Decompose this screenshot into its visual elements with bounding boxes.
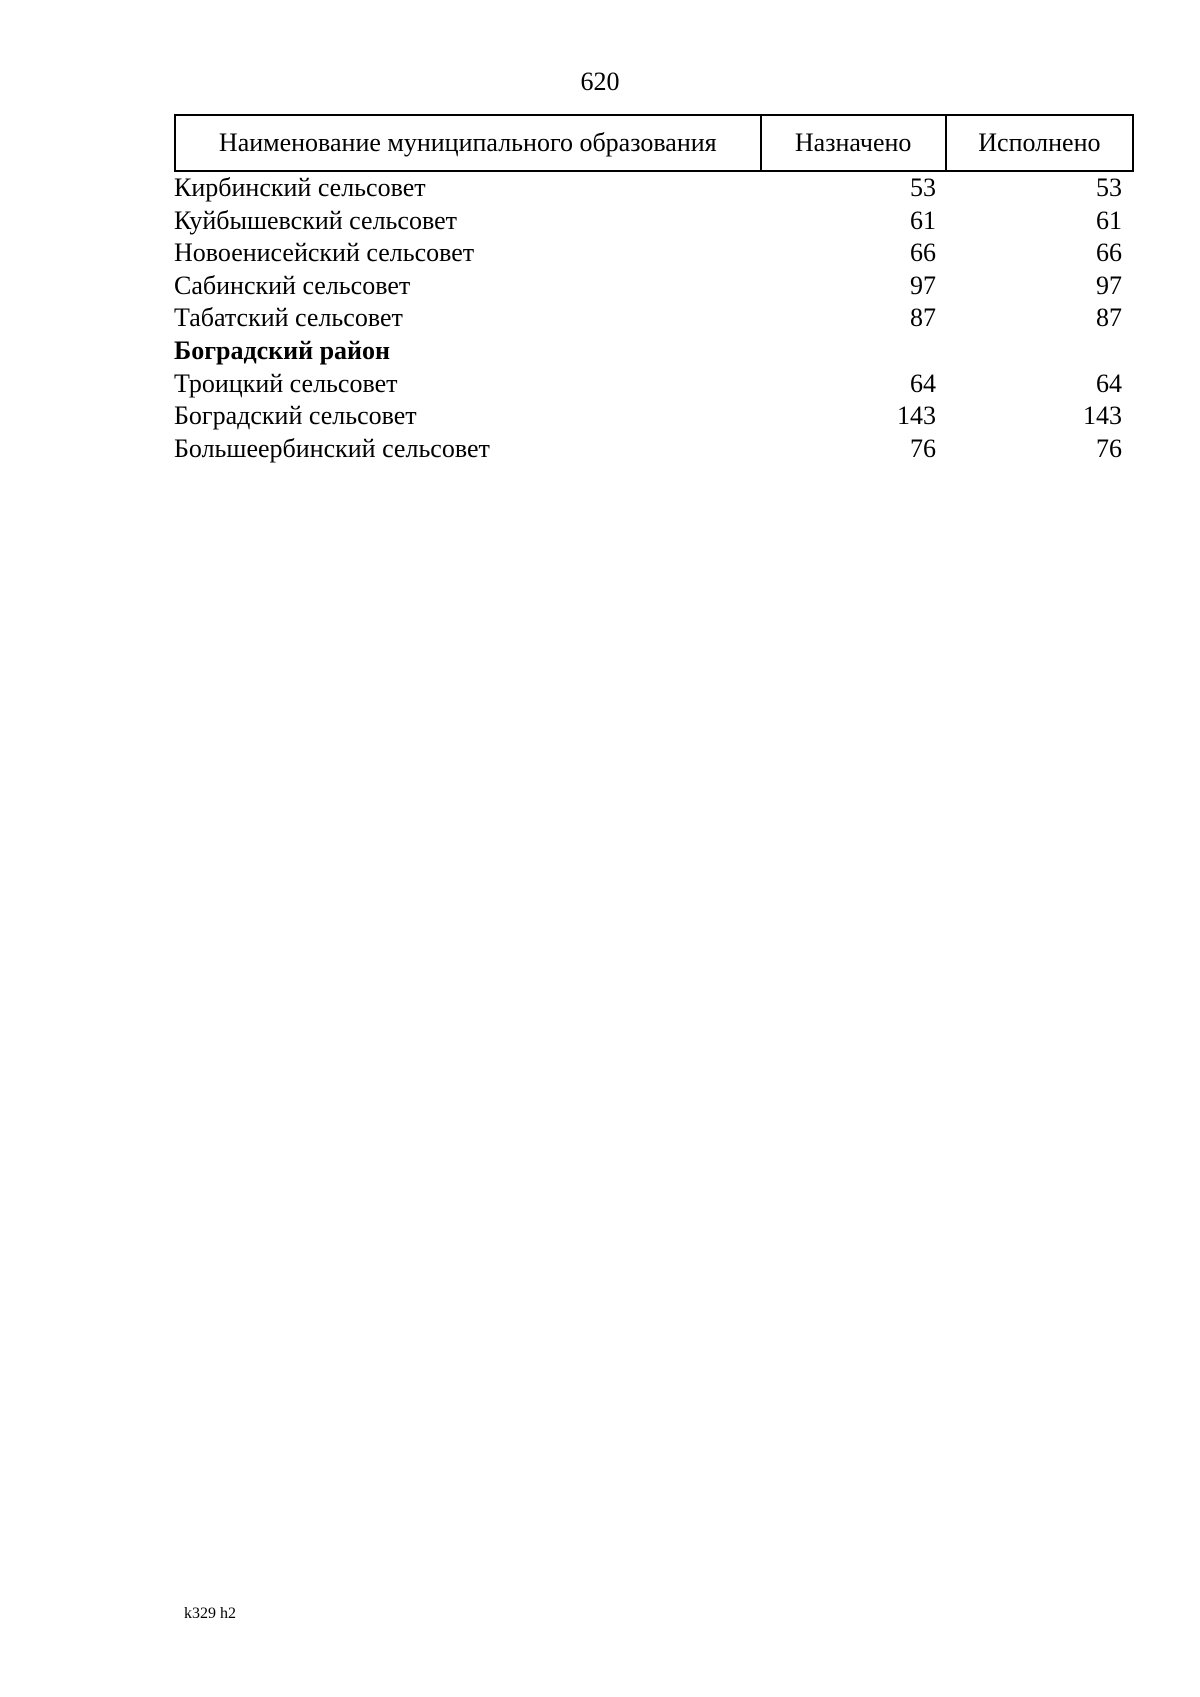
executed-value: 76 xyxy=(1096,433,1122,463)
assigned-value: 61 xyxy=(910,205,936,235)
assigned-value: 66 xyxy=(910,238,936,268)
municipality-name: Большеербинский сельсовет xyxy=(174,433,490,463)
assigned-value: 87 xyxy=(910,303,936,333)
district-name: Боградский район xyxy=(174,335,391,365)
municipality-name: Табатский сельсовет xyxy=(174,303,403,333)
assigned-value: 97 xyxy=(910,270,936,300)
header-executed: Исполнено xyxy=(978,128,1101,157)
header-assigned: Назначено xyxy=(762,116,947,170)
table-header xyxy=(174,114,1134,172)
executed-value: 61 xyxy=(1096,205,1122,235)
municipality-name: Троицкий сельсовет xyxy=(174,368,398,398)
table-row xyxy=(174,400,1134,433)
assigned-value xyxy=(762,335,948,368)
executed-value: 53 xyxy=(1096,173,1122,202)
executed-value xyxy=(948,335,1134,368)
municipality-name: Куйбышевский сельсовет xyxy=(174,205,457,235)
table-row xyxy=(174,302,1134,335)
executed-value: 66 xyxy=(1096,238,1122,268)
municipality-name: Кирбинский сельсовет xyxy=(174,173,426,202)
footer-code: k329 h2 xyxy=(184,1605,236,1622)
municipality-name: Боградский сельсовет xyxy=(174,401,417,431)
table-row xyxy=(174,237,1134,270)
assigned-value: 143 xyxy=(897,401,936,431)
assigned-value: 76 xyxy=(910,433,936,463)
page-number: 620 xyxy=(580,67,620,96)
assigned-value: 64 xyxy=(910,368,936,398)
executed-value: 143 xyxy=(1083,401,1122,431)
table-row xyxy=(174,433,1134,466)
municipal-table xyxy=(174,114,1134,465)
district-heading-row xyxy=(174,335,1134,368)
table-row xyxy=(174,172,1134,205)
header-name: Наименование муниципального образования xyxy=(176,116,762,170)
executed-value: 97 xyxy=(1096,270,1122,300)
executed-value: 87 xyxy=(1096,303,1122,333)
table-row xyxy=(174,368,1134,401)
municipality-name: Новоенисейский сельсовет xyxy=(174,238,475,268)
municipality-name: Сабинский сельсовет xyxy=(174,270,411,300)
table-body xyxy=(174,172,1134,465)
table-row xyxy=(174,270,1134,303)
table-row xyxy=(174,205,1134,238)
assigned-value: 53 xyxy=(910,173,936,202)
executed-value: 64 xyxy=(1096,368,1122,398)
